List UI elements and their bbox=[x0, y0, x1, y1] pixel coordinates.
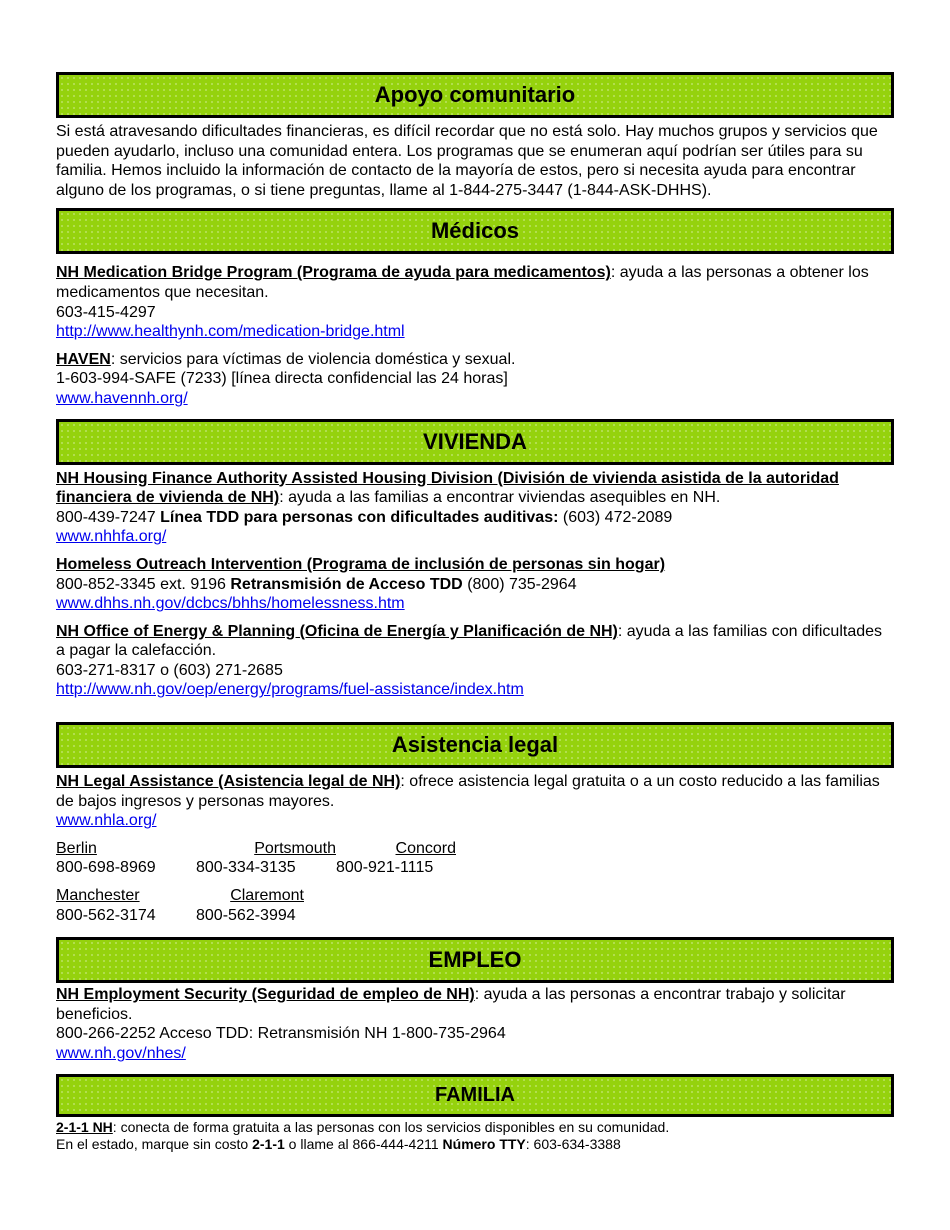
phone: 603-271-8317 o (603) 271-2685 bbox=[56, 661, 283, 679]
entry-legal-assistance bbox=[56, 772, 894, 831]
office-row bbox=[56, 886, 456, 906]
office-city: Manchester bbox=[56, 887, 140, 905]
phone: 1-603-994-SAFE (7233) [línea directa confidencial las 24 horas] bbox=[56, 370, 508, 388]
office-row bbox=[56, 906, 456, 926]
office-city: Berlin bbox=[56, 839, 97, 857]
section-header-familia: FAMILIA bbox=[56, 1074, 894, 1117]
phone-line: 800-266-2252 Acceso TDD: Retransmisión NH 1-800-735-2964 bbox=[56, 1025, 506, 1043]
program-link[interactable]: http://www.healthynh.com/medication-bridge.html bbox=[56, 323, 405, 341]
phone: 603-415-4297 bbox=[56, 303, 156, 321]
entry-description bbox=[56, 555, 894, 575]
entry-211 bbox=[56, 1119, 894, 1154]
office-phone: 800-698-8969 bbox=[56, 859, 156, 877]
program-link[interactable]: www.havennh.org/ bbox=[56, 389, 188, 407]
program-name: 2-1-1 NH bbox=[56, 1118, 113, 1135]
program-link[interactable]: www.nhhfa.org/ bbox=[56, 528, 167, 546]
section-header-medicos: Médicos bbox=[56, 208, 894, 254]
page bbox=[56, 72, 894, 1154]
program-name: NH Employment Security (Seguridad de empleo de NH) bbox=[56, 986, 475, 1004]
entry-energy-planning bbox=[56, 622, 894, 700]
office-phone: 800-562-3994 bbox=[196, 906, 296, 924]
entry-medication-bridge bbox=[56, 263, 894, 341]
program-name: HAVEN bbox=[56, 350, 111, 368]
phone-line: 800-852-3345 ext. 9196 Retransmisión de Acceso TDD (800) 735-2964 bbox=[56, 575, 577, 593]
section-header-empleo: EMPLEO bbox=[56, 937, 894, 983]
office-city: Claremont bbox=[230, 887, 304, 905]
program-name: Homeless Outreach Intervention (Programa de inclusión de personas sin hogar) bbox=[56, 555, 666, 573]
entry-haven bbox=[56, 350, 894, 409]
program-link[interactable]: http://www.nh.gov/oep/energy/programs/fuel-assistance/index.htm bbox=[56, 681, 524, 699]
entry-description: 2-1-1 NH: conecta de forma gratuita a las personas con los servicios disponibles en su comunidad. bbox=[56, 1118, 670, 1135]
office-phone: 800-334-3135 bbox=[196, 859, 296, 877]
intro-paragraph: Si está atravesando dificultades financieras, es difícil recordar que no está solo. Hay muchos grupos y servicios que pueden ayudarlo, incluso una comunidad entera. Los programas que se enumeran aquí podrían ser útiles para su familia. Hemos incluido la información de contacto de la mayoría de estos, pero si necesita ayuda para encontrar alguno de los programas, o si tiene preguntas, llame al 1-844-275-3447 (1-844-ASK-DHHS). bbox=[56, 123, 878, 199]
program-link[interactable]: www.dhhs.nh.gov/dcbcs/bhhs/homelessness.htm bbox=[56, 595, 405, 613]
entry-description: NH Office of Energy & Planning (Oficina de Energía y Planificación de NH): ayuda a las familias con dificultades a pagar la calefacción. bbox=[56, 622, 883, 660]
office-phone: 800-562-3174 bbox=[56, 906, 156, 924]
office-phone: 800-921-1115 bbox=[336, 859, 434, 877]
entry-description: HAVEN: servicios para víctimas de violencia doméstica y sexual. bbox=[56, 350, 516, 368]
section-header-legal: Asistencia legal bbox=[56, 722, 894, 768]
entry-description: NH Legal Assistance (Asistencia legal de NH): ofrece asistencia legal gratuita o a un costo reducido a las familias de bajos ingresos y personas mayores. bbox=[56, 773, 880, 810]
program-name: NH Office of Energy & Planning (Oficina de Energía y Planificación de NH) bbox=[56, 622, 618, 640]
entry-employment-security bbox=[56, 985, 894, 1063]
phone-line: 800-439-7247 Línea TDD para personas con dificultades auditivas: (603) 472-2089 bbox=[56, 508, 673, 526]
office-city: Portsmouth bbox=[254, 839, 336, 857]
office-row bbox=[56, 858, 456, 878]
section-header-apoyo: Apoyo comunitario bbox=[56, 72, 894, 118]
program-name: NH Medication Bridge Program (Programa de ayuda para medicamentos) bbox=[56, 264, 611, 282]
program-name: NH Housing Finance Authority Assisted Housing Division (División de vivienda asistida de la autoridad financiera de vivienda de NH) bbox=[56, 469, 839, 507]
office-row bbox=[56, 839, 456, 859]
entry-housing-finance bbox=[56, 469, 894, 547]
program-link[interactable]: www.nhla.org/ bbox=[56, 812, 157, 830]
program-link[interactable]: www.nh.gov/nhes/ bbox=[56, 1045, 186, 1062]
entry-description: NH Medication Bridge Program (Programa de ayuda para medicamentos): ayuda a las personas a obtener los medicamentos que necesitan. bbox=[56, 264, 869, 301]
entry-homeless-outreach bbox=[56, 555, 894, 614]
program-name: NH Legal Assistance (Asistencia legal de NH) bbox=[56, 773, 401, 791]
office-city: Concord bbox=[395, 839, 456, 857]
entry-description: NH Housing Finance Authority Assisted Housing Division (División de vivienda asistida de la autoridad financiera de vivienda de NH): ayuda a las familias a encontrar viviendas asequibles en NH. bbox=[56, 469, 839, 507]
office-table bbox=[56, 839, 456, 925]
phone-line: En el estado, marque sin costo 2-1-1 o llame al 866-444-4211 Número TTY: 603-634-3388 bbox=[56, 1136, 621, 1153]
entry-description: NH Employment Security (Seguridad de empleo de NH): ayuda a las personas a encontrar trabajo y solicitar beneficios. bbox=[56, 986, 846, 1023]
section-header-vivienda: VIVIENDA bbox=[56, 419, 894, 465]
